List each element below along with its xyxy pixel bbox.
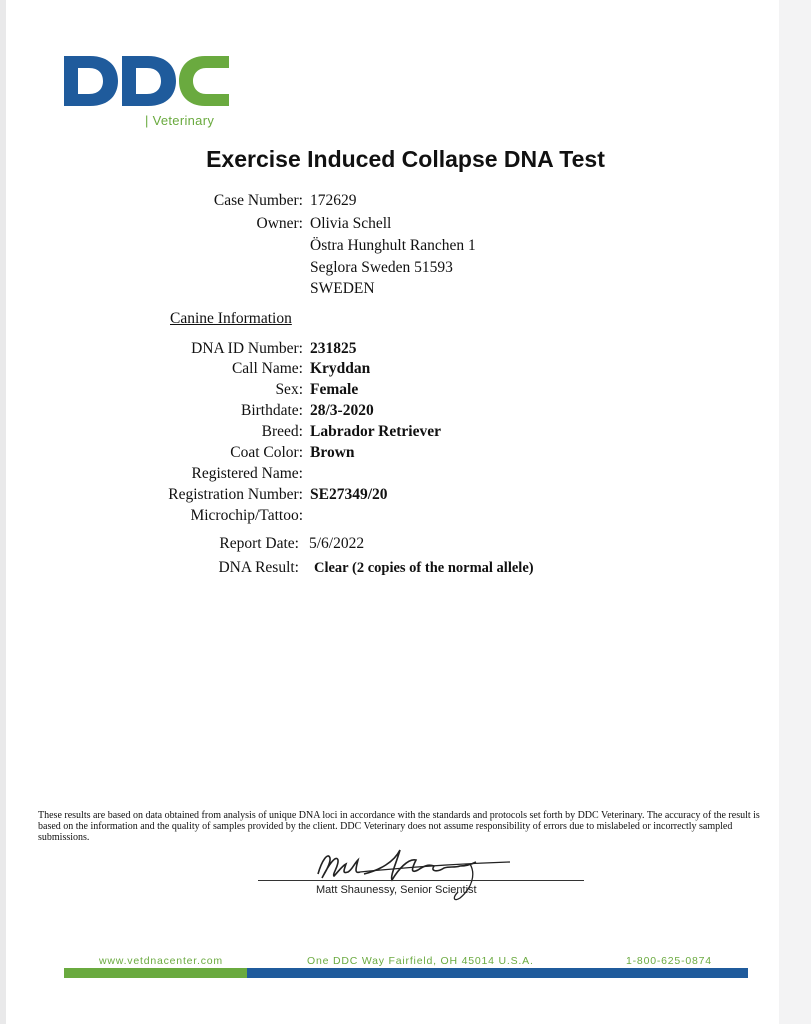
dna-id-value: 231825 [310,340,357,357]
case-number-value: 172629 [310,192,357,209]
signature-line [258,880,584,881]
footer-address: One DDC Way Fairfield, OH 45014 U.S.A. [307,955,534,967]
report-date-value: 5/6/2022 [309,535,365,552]
owner-country: SWEDEN [310,280,375,297]
footer-website: www.vetdnacenter.com [99,955,223,967]
owner-name: Olivia Schell [310,215,392,232]
case-number-label: Case Number: [213,192,303,209]
owner-label: Owner: [256,215,303,232]
report-date-label: Report Date: [219,535,299,552]
coat-color-value: Brown [310,444,355,461]
signature-graphic [300,840,540,906]
owner-address-line1: Östra Hunghult Ranchen 1 [310,237,476,254]
registration-number-value: SE27349/20 [310,486,388,503]
breed-value: Labrador Retriever [310,423,441,440]
registration-number-label: Registration Number: [168,486,303,503]
dna-id-label: DNA ID Number: [191,340,303,357]
sex-label: Sex: [275,381,303,398]
owner-address-line2: Seglora Sweden 51593 [310,259,453,276]
footer-phone: 1-800-625-0874 [626,955,712,967]
ddc-logo-mark [62,54,232,110]
coat-color-label: Coat Color: [230,444,303,461]
canine-information-heading: Canine Information [170,310,292,327]
dna-result-value: Clear (2 copies of the normal allele) [314,560,534,576]
birthdate-label: Birthdate: [241,402,303,419]
document-title: Exercise Induced Collapse DNA Test [206,146,605,172]
logo-subtitle: | Veterinary [145,113,215,128]
call-name-label: Call Name: [231,360,303,377]
registered-name-label: Registered Name: [191,465,303,482]
microchip-label: Microchip/Tattoo: [190,507,303,524]
birthdate-value: 28/3-2020 [310,402,374,419]
signatory-caption: Matt Shaunessy, Senior Scientist [316,884,477,896]
breed-label: Breed: [261,423,303,440]
sex-value: Female [310,381,359,398]
disclaimer-text: These results are based on data obtained from analysis of unique DNA loci in accordance with the standards and protocols set forth by DDC Veterinary. The accuracy of the result is based on the information and the quality of samples provided by the client. DDC Veterinary does not assume responsibility of errors due to mislabeled or incorrectly sampled submissions. [38,810,760,843]
footer-color-bar [64,968,748,978]
footer-bar-green-segment [64,968,247,978]
ddc-logo [62,54,232,134]
call-name-value: Kryddan [310,360,371,377]
dna-result-label: DNA Result: [218,559,299,576]
